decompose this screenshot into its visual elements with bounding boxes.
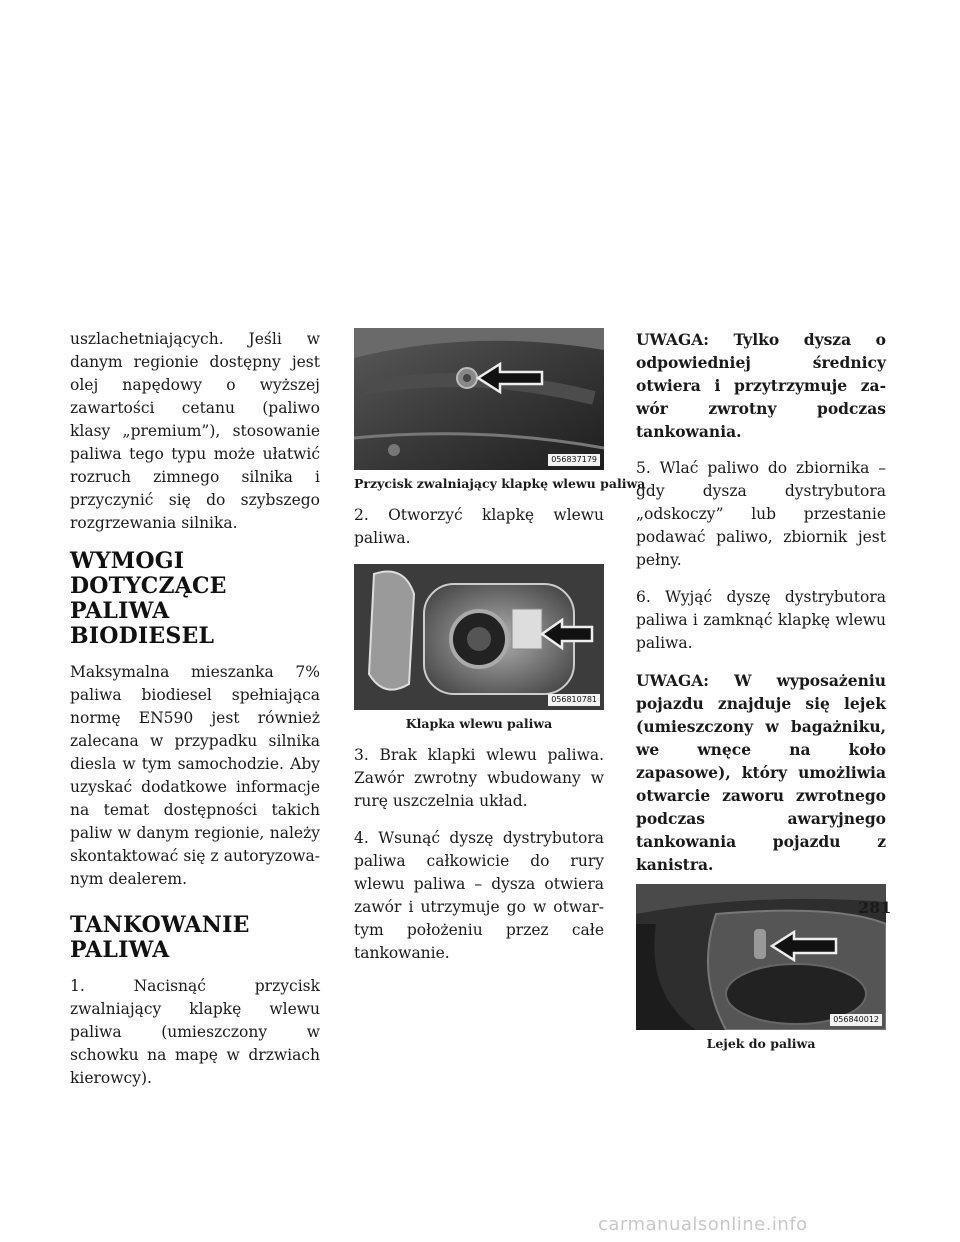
section-heading-refuel: TANKOWANIE PALIWA [70,912,250,963]
fuel-funnel-photo [636,884,886,1030]
figure-caption: Klapka wlewu paliwa [405,716,553,731]
figure-fuel-door [354,564,604,710]
figure-release-button [354,328,604,470]
step-5-paragraph: 5. Wlać paliwo do zbiornika – gdy dysza dystrybutora „odskoczy” lub przestanie podawać paliwo, zbiornik jest pełny. [636,459,886,569]
note-paragraph: UWAGA: Tylko dysza o odpowiedniej średnicy otwiera i przytrzymuje zawór zwrotny podczas tankowania. [636,330,886,441]
section-heading-biodiesel: WYMOGI DOTYCZĄCE PALIWA BIODIESEL [70,548,227,649]
watermark-text: carmanualsonline.info [598,1214,808,1235]
page-number: 281 [858,898,892,917]
figure-caption: Przycisk zwalniający klapkę wlewu paliwa [354,476,646,491]
fuel-door-photo [354,564,604,710]
step-3-paragraph: 3. Brak klapki wlewu paliwa. Zawór zwrotny wbudowany w rurę uszczelnia układ. [354,746,604,810]
step-6-paragraph: 6. Wyjąć dyszę dystrybutora paliwa i zamknąć klapkę wlewu paliwa. [636,588,886,652]
text-column-right [636,328,886,1064]
figure-fuel-funnel [636,884,886,1030]
biodiesel-paragraph: Maksymalna mieszanka 7% paliwa biodiesel spełniająca normę EN590 jest również zalecana w przypadku silnika diesla w tym samochodzie. Aby uzyskać dodatkowe informacje na temat dostępności takich paliw w danym regionie, należy skontaktować się z autoryzowanym dealerem. [70,663,320,888]
figure-code: 056810781 [548,694,600,706]
figure-code: 056840012 [830,1014,882,1026]
release-button-photo [354,328,604,470]
intro-paragraph: uszlachetniających. Jeśli w danym regionie dostępny jest olej napędowy o wyższej zawartości cetanu (paliwo klasy „premium”), stosowanie paliwa tego typu może ułatwić rozruch zimnego silnika i przyczynić się do szybszego rozgrzewania silnika. [70,330,320,532]
step-4-paragraph: 4. Wsunąć dyszę dystrybutora paliwa całkowicie do rury wlewu paliwa – dysza otwiera zawór i utrzymuje go w otwartym położeniu przez całe tankowanie. [354,829,604,962]
step-1-paragraph: 1. Nacisnąć przycisk zwalniający klapkę wlewu paliwa (umieszczony w schowku na mapę w drzwiach kierowcy). [70,977,320,1087]
note-paragraph: UWAGA: W wyposażeniu pojazdu znajduje się lejek (umieszczony w bagażniku, we wnęce na koło zapasowe), który umożliwia otwarcie zaworu zwrotnego podczas awaryjnego tankowania pojazdu z kanistra. [636,671,886,874]
figure-caption: Lejek do paliwa [706,1036,816,1051]
step-2-paragraph: 2. Otworzyć klapkę wlewu paliwa. [354,506,604,547]
figure-code: 056837179 [548,454,600,466]
text-column-left [70,328,320,1104]
text-column-middle [354,328,646,979]
